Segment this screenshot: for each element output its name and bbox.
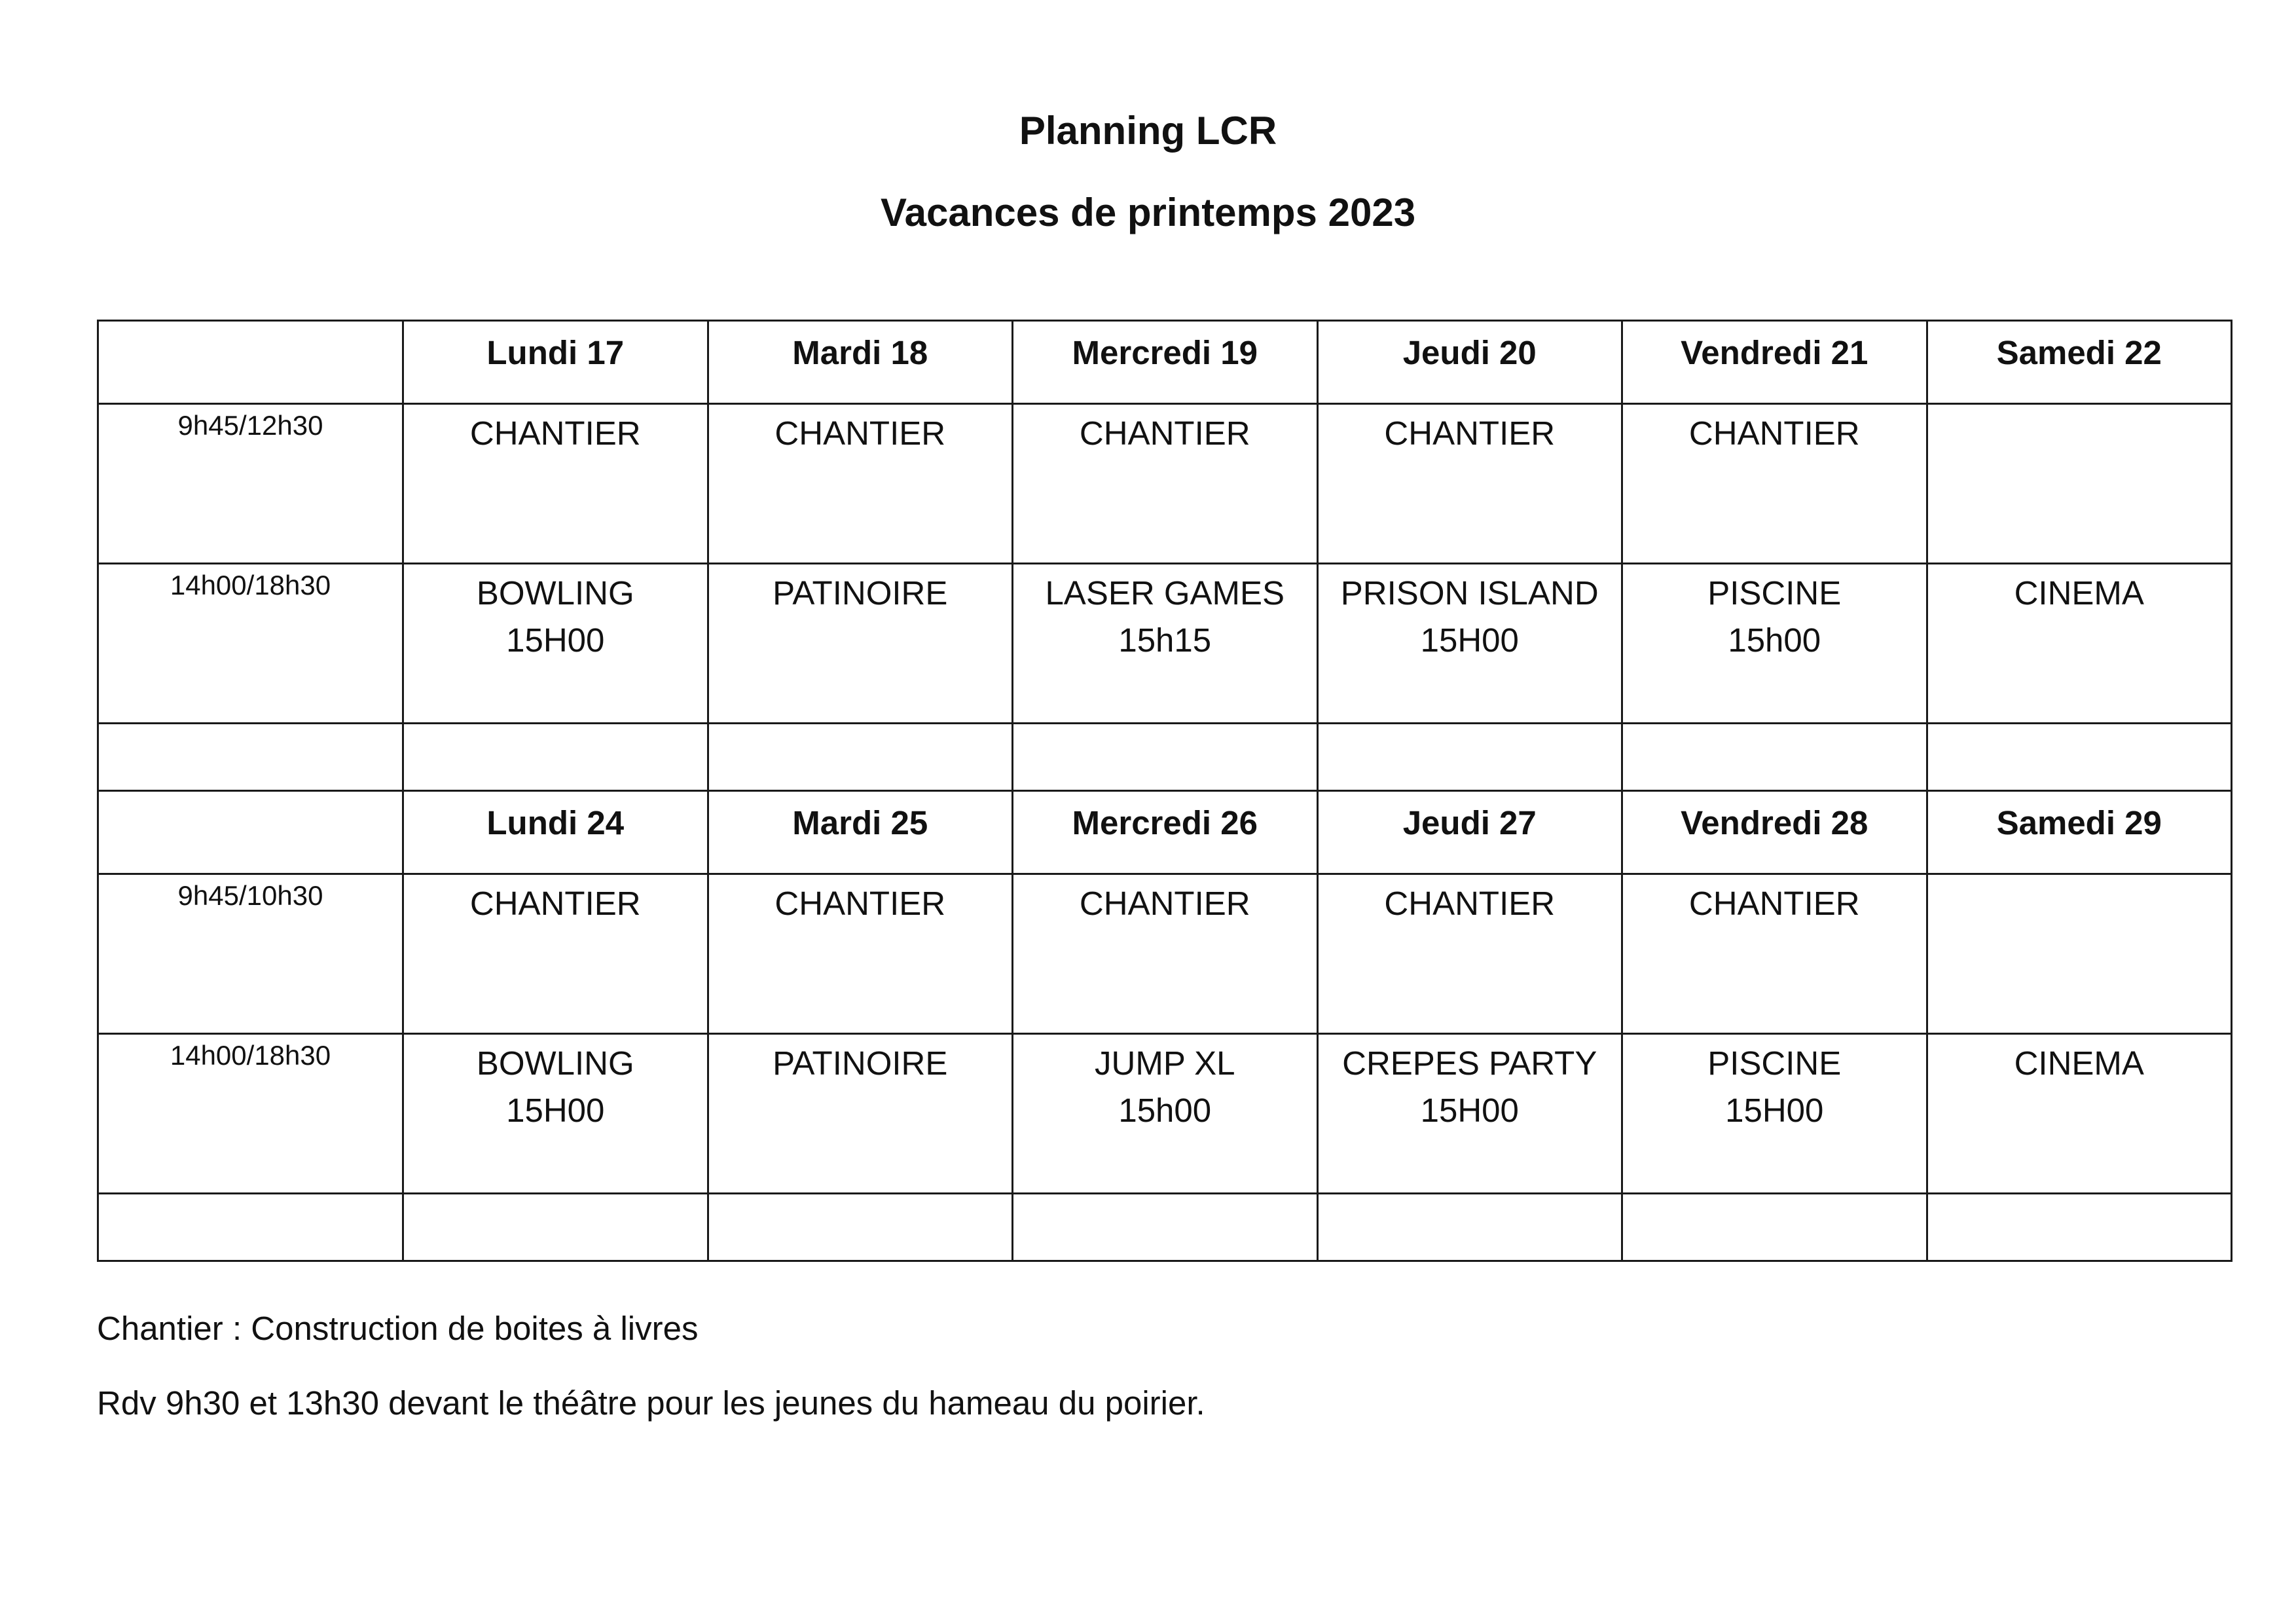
activity-line: PATINOIRE [773,1044,948,1082]
time-slot-label: 14h00/18h30 [98,1034,403,1194]
activity-line: CHANTIER [774,415,946,452]
activity-cell [1317,404,1622,564]
day-header: Lundi 17 [403,321,708,404]
activity-cell [1927,1034,2232,1194]
activity-line: 15H00 [1725,1092,1824,1129]
activity-cell [1622,1034,1927,1194]
activity-line: BOWLING [476,1044,634,1082]
time-slot-row [98,404,2232,564]
activity-line: JUMP XL [1095,1044,1235,1082]
page-title: Planning LCR [1019,109,1277,153]
day-header: Vendredi 21 [1622,321,1927,404]
page-subtitle: Vacances de printemps 2023 [880,191,1416,234]
activity-line: 15h00 [1118,1092,1212,1129]
day-header: Jeudi 20 [1317,321,1622,404]
activity-line: CREPES PARTY [1342,1044,1597,1082]
week-header-row [98,321,2232,404]
day-header: Samedi 22 [1927,321,2232,404]
day-header: Mardi 25 [708,791,1013,874]
empty-cell [1013,724,1318,791]
activity-line: 15H00 [1420,621,1519,659]
activity-line: CHANTIER [774,885,946,922]
activity-line: CHANTIER [1079,885,1250,922]
activity-line: 15h00 [1728,621,1821,659]
empty-cell [708,1194,1013,1261]
activity-line: BOWLING [476,574,634,612]
time-slot-row [98,874,2232,1034]
activity-cell [403,404,708,564]
note-rdv: Rdv 9h30 et 13h30 devant le théâtre pour les jeunes du hameau du poirier. [97,1384,1205,1422]
activity-cell [708,564,1013,724]
empty-row [98,1194,2232,1261]
time-slot-label: 9h45/12h30 [98,404,403,564]
time-slot-row [98,1034,2232,1194]
empty-cell [1927,1194,2232,1261]
note-chantier: Chantier : Construction de boites à livres [97,1310,699,1347]
activity-cell [1317,1034,1622,1194]
activity-line: 15H00 [506,1092,605,1129]
activity-cell [1317,564,1622,724]
corner-cell [98,791,403,874]
day-header: Lundi 24 [403,791,708,874]
empty-cell [1622,1194,1927,1261]
activity-cell [1622,874,1927,1034]
empty-cell [403,1194,708,1261]
activity-cell [403,1034,708,1194]
empty-row [98,724,2232,791]
empty-cell [403,724,708,791]
time-slot-label: 14h00/18h30 [98,564,403,724]
empty-cell [1317,724,1622,791]
activity-cell [403,564,708,724]
activity-cell [1927,564,2232,724]
activity-line: CINEMA [2014,1044,2144,1082]
activity-cell [1927,874,2232,1034]
empty-cell [708,724,1013,791]
activity-cell [1622,564,1927,724]
activity-line: CHANTIER [1079,415,1250,452]
activity-line: CHANTIER [1384,415,1556,452]
activity-line: CHANTIER [1384,885,1556,922]
activity-cell [403,874,708,1034]
activity-cell [708,1034,1013,1194]
day-header: Mercredi 26 [1013,791,1318,874]
activity-line: 15H00 [506,621,605,659]
activity-cell [708,404,1013,564]
corner-cell [98,321,403,404]
day-header: Vendredi 28 [1622,791,1927,874]
day-header: Jeudi 27 [1317,791,1622,874]
time-slot-label: 9h45/10h30 [98,874,403,1034]
empty-cell [98,724,403,791]
activity-line: CHANTIER [1688,415,1860,452]
planning-body [98,321,2232,1261]
activity-cell [1622,404,1927,564]
activity-line: 15h15 [1118,621,1212,659]
activity-line: 15H00 [1420,1092,1519,1129]
activity-line: CHANTIER [469,415,641,452]
activity-line: PATINOIRE [773,574,948,612]
week-header-row [98,791,2232,874]
activity-line: PRISON ISLAND [1340,574,1599,612]
activity-line: CHANTIER [469,885,641,922]
activity-cell [1927,404,2232,564]
activity-line: PISCINE [1707,574,1842,612]
empty-cell [1317,1194,1622,1261]
day-header: Mercredi 19 [1013,321,1318,404]
activity-line: PISCINE [1707,1044,1842,1082]
activity-cell [1013,1034,1318,1194]
day-header: Samedi 29 [1927,791,2232,874]
activity-cell [1013,874,1318,1034]
activity-cell [1013,404,1318,564]
empty-cell [1013,1194,1318,1261]
activity-cell [1317,874,1622,1034]
time-slot-row [98,564,2232,724]
day-header: Mardi 18 [708,321,1013,404]
empty-cell [1622,724,1927,791]
empty-cell [98,1194,403,1261]
planning-table [97,320,2232,1262]
empty-cell [1927,724,2232,791]
activity-line: CHANTIER [1688,885,1860,922]
activity-line: CINEMA [2014,574,2144,612]
activity-line: LASER GAMES [1045,574,1285,612]
activity-cell [1013,564,1318,724]
activity-cell [708,874,1013,1034]
